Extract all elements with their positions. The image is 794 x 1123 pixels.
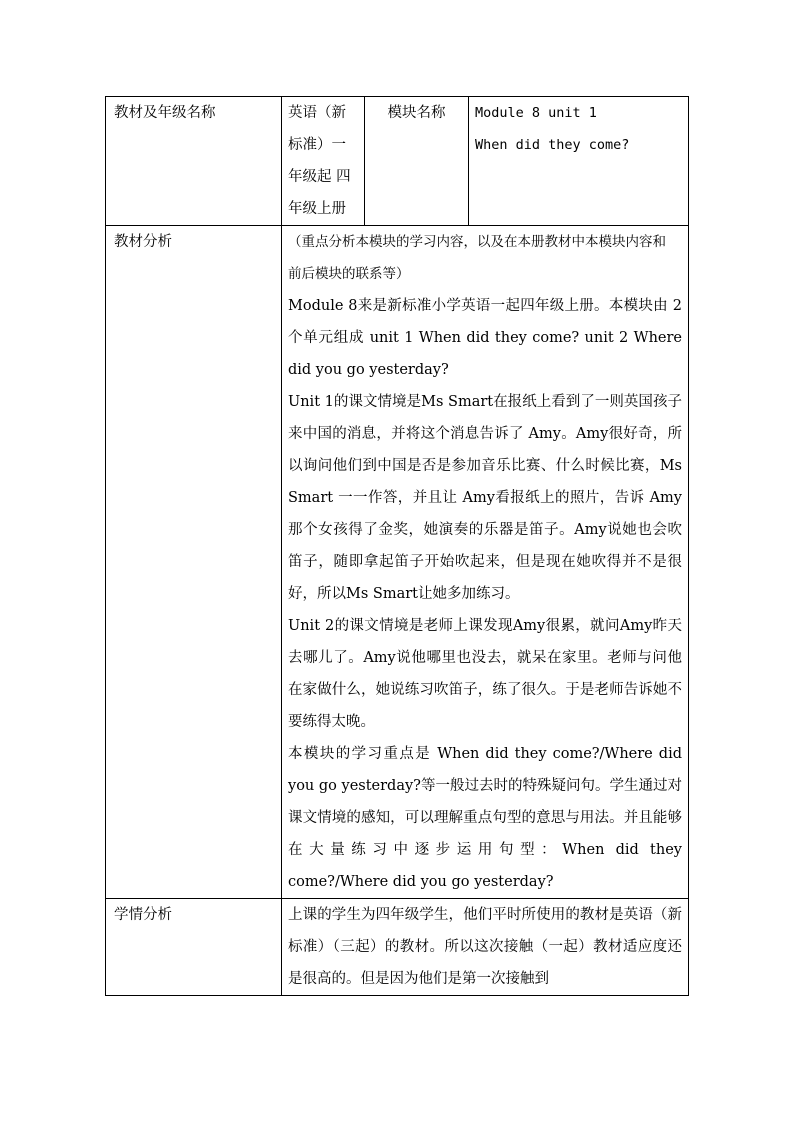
subject-line: 年级上册 — [288, 201, 346, 217]
student-analysis-content — [282, 899, 689, 996]
analysis-paragraph: Unit 2的课文情境是老师上课发现Amy很累，就问Amy昨天去哪儿了。Amy说他哪里也没去，就呆在家里。老师与问他在家做什么，她说练习吹笛子，练了很久。于是老师告诉她不要练得太晚。 — [288, 618, 682, 730]
module-cell — [469, 97, 689, 226]
lesson-plan-table — [105, 96, 689, 996]
textbook-analysis-label: 教材分析 — [106, 226, 282, 899]
header-row — [106, 97, 689, 226]
textbook-analysis-content — [282, 226, 689, 899]
module-line: Module 8 unit 1 — [475, 105, 597, 121]
student-analysis-clip — [288, 899, 682, 995]
lesson-plan-table-wrapper — [105, 96, 688, 996]
subject-lines — [288, 97, 358, 225]
module-lines — [475, 97, 682, 161]
student-analysis-label: 学情分析 — [106, 899, 282, 996]
student-analysis-row — [106, 899, 689, 996]
analysis-paragraph: Module 8来是新标准小学英语一起四年级上册。本模块由 2 个单元组成 unit 1 When did they come? unit 2 Where did you go yesterday? — [288, 298, 682, 378]
module-name-label: 模块名称 — [365, 97, 469, 226]
analysis-paragraph: Unit 1的课文情境是Ms Smart在报纸上看到了一则英国孩子来中国的消息，并将这个消息告诉了 Amy。Amy很好奇，所以询问他们到中国是否是参加音乐比赛、什么时候比赛，Ms Smart 一一作答，并且让 Amy看报纸上的照片，告诉 Amy那个女孩得了金奖，她演奏的乐器是笛子。Amy说她也会吹笛子，随即拿起笛子开始吹起来，但是现在她吹得并不是很好，所以Ms Smart让她多加练习。 — [288, 394, 682, 602]
subject-cell — [282, 97, 365, 226]
subject-line: 年级起 四 — [288, 169, 351, 185]
analysis-note-line: 前后模块的联系等） — [288, 266, 410, 282]
textbook-grade-label: 教材及年级名称 — [106, 97, 282, 226]
analysis-paragraph: 本模块的学习重点是 When did they come?/Where did you go yesterday?等一般过去时的特殊疑问句。学生通过对课文情境的感知，可以理解重点句型的意思与用法。并且能够在大量练习中逐步运用句型：When did they come?/Where did you go yesterday? — [288, 746, 682, 890]
subject-line: 标准）一 — [288, 137, 346, 153]
module-line: When did they come? — [475, 137, 630, 153]
analysis-note-line: （重点分析本模块的学习内容，以及在本册教材中本模块内容和 — [288, 234, 666, 250]
subject-line: 英语（新 — [288, 105, 346, 121]
textbook-analysis-row — [106, 226, 689, 899]
student-analysis-text: 上课的学生为四年级学生，他们平时所使用的教材是英语（新标准）（三起）的教材。所以这次接触（一起）教材适应度还是很高的。但是因为他们是第一次接触到 — [288, 907, 682, 987]
